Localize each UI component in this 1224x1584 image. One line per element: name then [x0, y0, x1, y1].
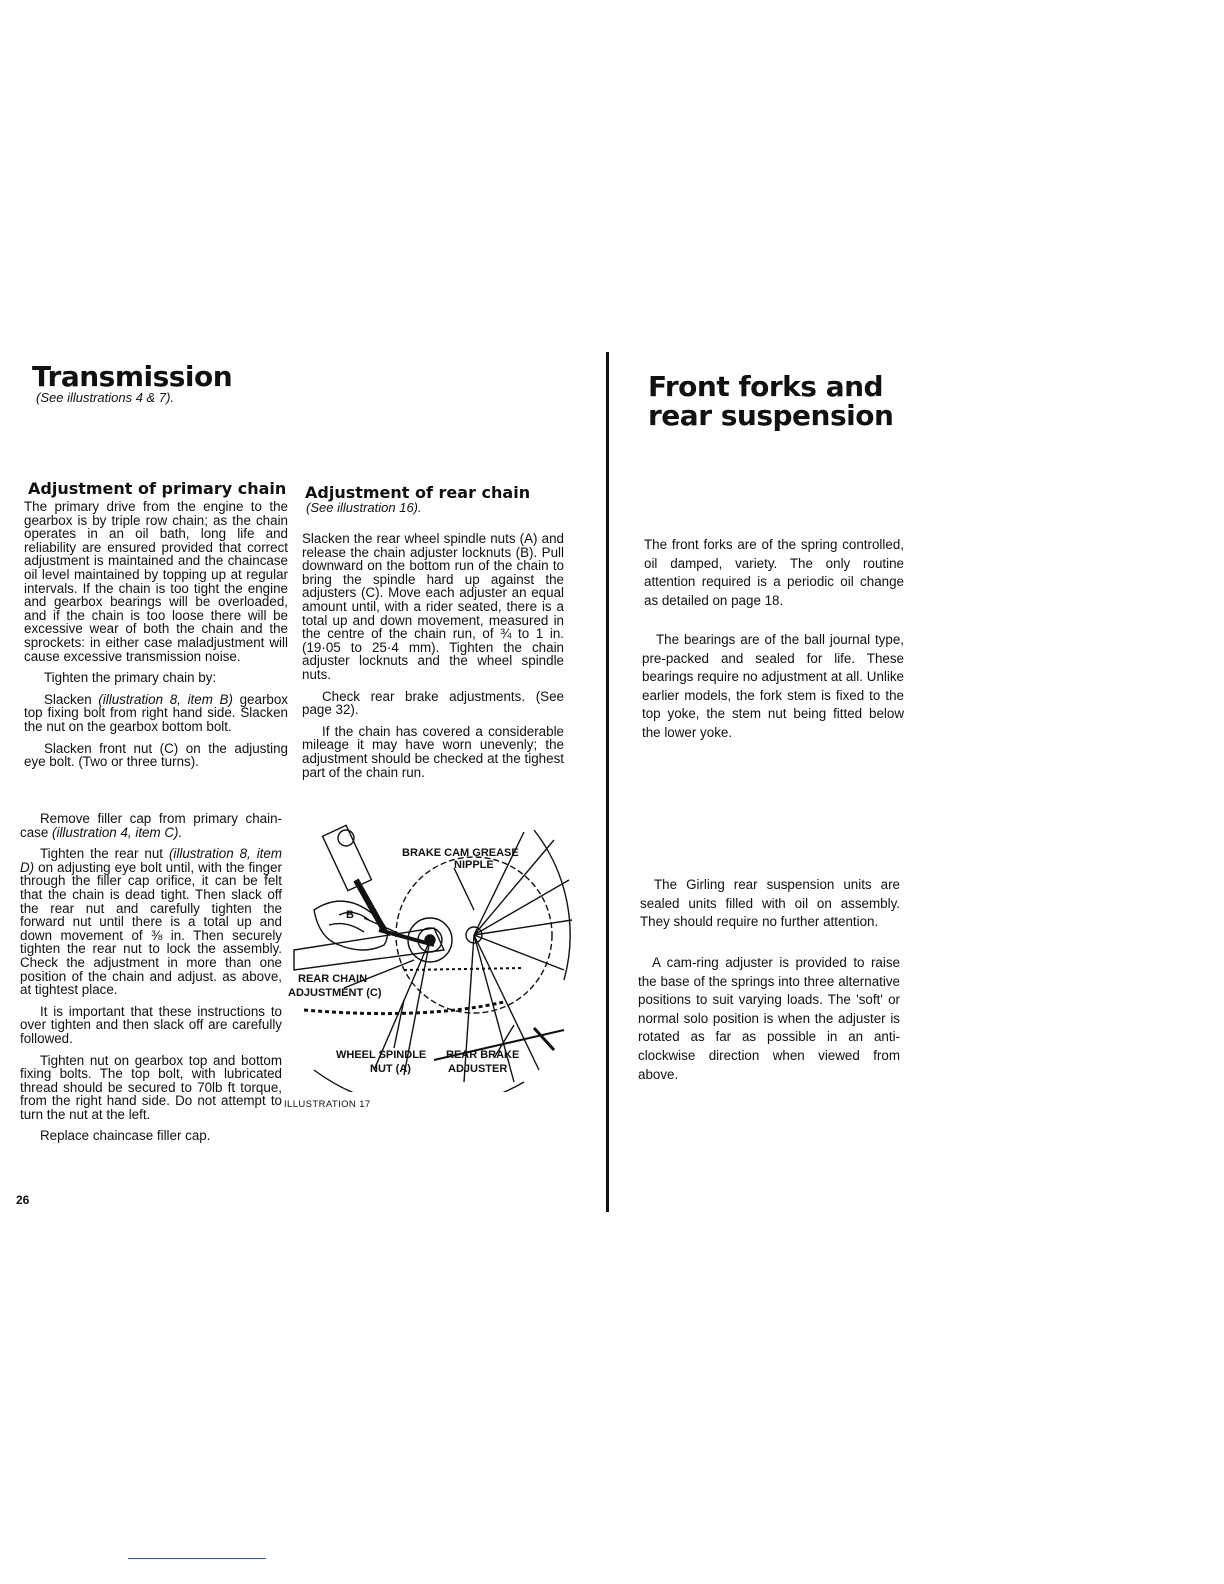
label-rear-brake-2: ADJUSTER	[448, 1063, 508, 1075]
illustration-caption: ILLUSTRATION 17	[284, 1099, 371, 1110]
paragraph: The primary drive from the engine to the gearbox is by triple row chain; as the chain operates in an oil bath, long life and reliability are ensured provided that correct adjustment is maintained and the chaincase oil level maintained by topping up at regular intervals. If the chain is too tight the engine and gearbox bearings will be overloaded, and if the chain is too loose there will be excessive wear of both the chain and the sprockets: in either case maladjustment will cause excessive transmission noise.	[24, 499, 288, 664]
paragraph: The Girling rear suspension units are sealed units filled with oil on assembly. They should require no further attention.	[640, 877, 900, 930]
paragraph: The front forks are of the spring controlled, oil damped, variety. The only routine attention required is a periodic oil change as detailed on page 18.	[644, 537, 904, 608]
rear-wheel-illustration	[284, 820, 576, 1092]
label-rear-chain: REAR CHAIN	[298, 973, 368, 985]
section-heading-rear-chain: Adjustment of rear chain	[305, 483, 531, 502]
paragraph: If the chain has covered a considerable mileage it may have worn unevenly; the adjustment should be checked at the tighest part of the chain run.	[302, 723, 564, 780]
label-rear-brake: REAR BRAKE	[446, 1049, 520, 1061]
label-rear-chain-2: ADJUSTMENT (C)	[288, 987, 382, 999]
label-brake-cam-2: NIPPLE	[454, 859, 494, 871]
page-number: 26	[16, 1193, 30, 1207]
paragraph: Tighten the rear nut (illustration 8, item D) on adjusting eye bolt until, with the finger through the filler cap orifice, it can be felt that the chain is dead tight. Then slack off the rear nut and carefully tighten the forward nut until there is a total up and down movement of ⅜ in. Then securely tighten the rear nut to lock the assembly. Check the adjustment in more than one position of the chain and adjust. as above, at tightest place.	[20, 846, 283, 998]
primary-chain-text-top	[24, 500, 288, 777]
label-brake-cam: BRAKE CAM GREASE	[402, 847, 519, 859]
suspension-paragraph-2	[638, 954, 900, 1084]
primary-chain-text-bottom	[20, 812, 282, 1151]
paragraph: Remove filler cap from primary chain-case (illustration 4, item C).	[20, 811, 282, 840]
paragraph: Tighten the primary chain by:	[44, 670, 217, 686]
label-wheel-spindle: WHEEL SPINDLE	[336, 1049, 427, 1061]
paragraph: The bearings are of the ball journal type, pre-packed and sealed for life. These bearings require no adjustment at all. Unlike earlier models, the fork stem is fixed to the top yoke, the stem nut being fitted below the lower yoke.	[642, 632, 904, 740]
page-divider	[606, 352, 609, 1212]
section-heading-primary-chain: Adjustment of primary chain	[28, 479, 287, 498]
paragraph: It is important that these instructions to over tighten and then slack off are carefully followed.	[20, 1003, 282, 1046]
paragraph: Slacken the rear wheel spindle nuts (A) and release the chain adjuster locknuts (B). Pull downward on the bottom run of the chain to bring the spindle hard up against the adjusters (C). Move each adjuster an equal amount until, with a rider seated, there is a total up and down movement, measured in the centre of the chain run, of ¾ to 1 in. (19·05 to 25·4 mm). Tighten the chain adjuster locknuts and the wheel spindle nuts.	[302, 531, 564, 682]
paragraph: A cam-ring adjuster is provided to raise the base of the springs into three alternative positions to suit varying loads. The 'soft' or normal solo position is when the adjuster is rotated as far as possible in an anti-clockwise direction when viewed from above.	[638, 955, 900, 1082]
bottom-rule	[128, 1558, 266, 1559]
paragraph: Slacken front nut (C) on the adjusting eye bolt. (Two or three turns).	[24, 740, 288, 770]
right-page-title: Front forks and rear suspension	[648, 370, 894, 432]
rear-chain-text	[302, 532, 564, 787]
paragraph: Check rear brake adjustments. (See page 32).	[302, 688, 564, 718]
paragraph: Tighten nut on gearbox top and bottom fixing bolts. The top bolt, with lubricated thread should be secured to 70lb ft torque, from the right hand side. Do not attempt to turn the nut at the left.	[20, 1052, 282, 1122]
paragraph: Replace chaincase filler cap.	[40, 1128, 211, 1144]
section-subheading: (See illustration 16).	[306, 500, 422, 515]
paragraph: Slacken (illustration 8, item B) gearbox top fixing bolt from right hand side. Slacken the nut on the gearbox bottom bolt.	[24, 691, 288, 734]
page-subtitle: (See illustrations 4 & 7).	[36, 390, 175, 405]
fork-paragraph-2	[642, 631, 904, 743]
fork-paragraph-1	[644, 536, 904, 610]
label-wheel-spindle-2: NUT (A)	[370, 1063, 411, 1075]
label-b: B	[346, 909, 354, 921]
page-title: Transmission	[32, 360, 233, 393]
suspension-paragraph-1	[640, 876, 900, 932]
